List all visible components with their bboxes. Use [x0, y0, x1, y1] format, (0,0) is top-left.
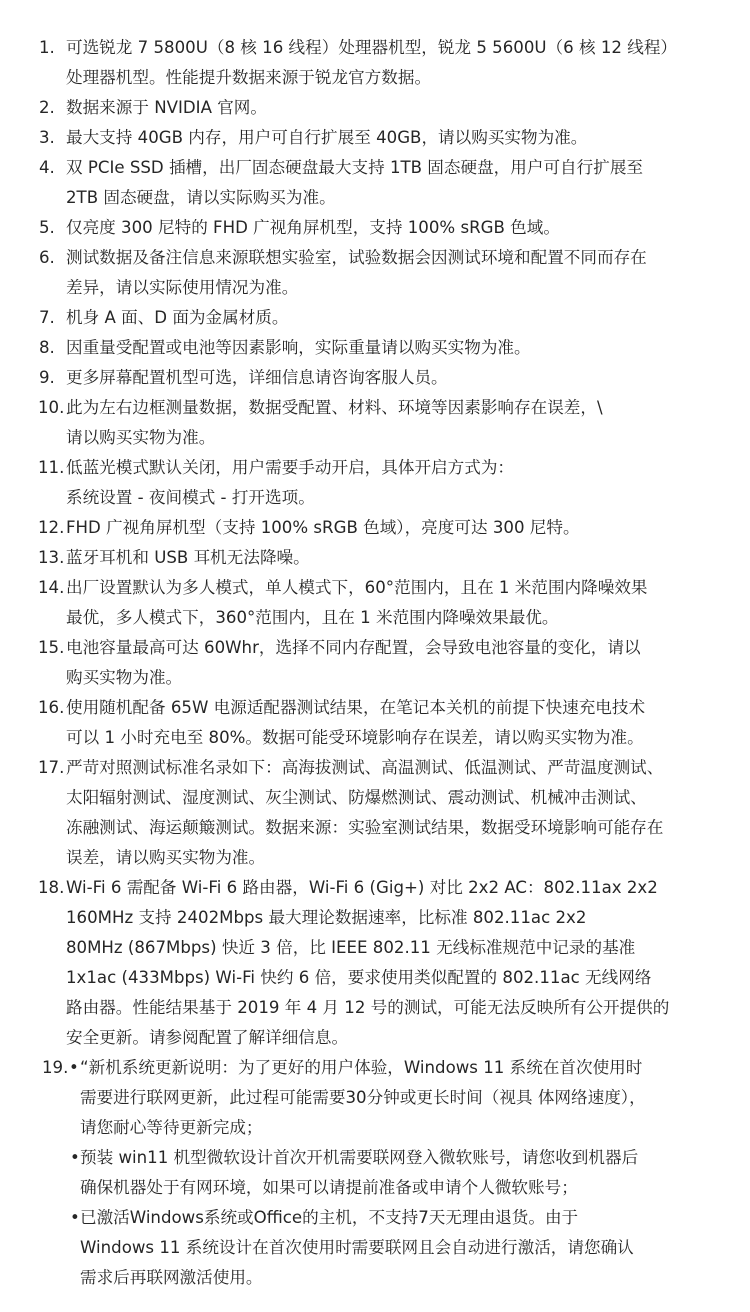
note-number: 2.: [39, 98, 55, 117]
note-line: 确保机器处于有网环境，如果可以请提前准备或申请个人微软账号；: [80, 1178, 578, 1197]
note-line: 1x1ac (433Mbps) Wi-Fi 快约 6 倍，要求使用类似配置的 802.11ac 无线网络: [66, 968, 652, 987]
note-line: 预装 win11 机型微软设计首次开机需要联网登入微软账号，请您收到机器后: [80, 1148, 639, 1167]
note-16: [0, 693, 750, 753]
note-line: FHD 广视角屏机型（支持 100% sRGB 色域），亮度可达 300 尼特。: [66, 518, 580, 537]
note-number: 1.: [39, 38, 55, 57]
note-line: 双 PCIe SSD 插槽，出厂固态硬盘最大支持 1TB 固态硬盘，用户可自行扩展至: [66, 158, 644, 177]
note-number: 11.: [38, 458, 65, 477]
note-line: 最优，多人模式下，360°范围内，且在 1 米范围内降噪效果最优。: [66, 608, 559, 627]
note-line: 处理器机型。性能提升数据来源于锐龙官方数据。: [66, 68, 432, 87]
note-line: 购买实物为准。: [66, 668, 183, 687]
note-line: 测试数据及备注信息来源联想实验室，试验数据会因测试环境和配置不同而存在: [66, 248, 647, 267]
note-number: 4.: [39, 158, 55, 177]
note-number: 10.: [38, 398, 65, 417]
note-line: 安全更新。请参阅配置了解详细信息。: [66, 1028, 349, 1047]
note-6: [0, 243, 750, 303]
note-line: 低蓝光模式默认关闭，用户需要手动开启，具体开启方式为：: [66, 458, 515, 477]
note-line: 差异，请以实际使用情况为准。: [66, 278, 299, 297]
bullet-dot: •: [70, 1148, 80, 1167]
note-line: “新机系统更新说明：为了更好的用户体验，Windows 11 系统在首次使用时: [80, 1058, 643, 1077]
note-line: 严苛对照测试标准名录如下：高海拔测试、高温测试、低温测试、严苛温度测试、: [66, 758, 664, 777]
note-line: 可选锐龙 7 5800U（8 核 16 线程）处理器机型，锐龙 5 5600U（6 核 12 线程）: [66, 38, 678, 57]
note-number: 15.: [38, 638, 65, 657]
note-5: [0, 213, 750, 243]
note-7: [0, 303, 750, 333]
note-line: 因重量受配置或电池等因素影响，实际重量请以购买实物为准。: [66, 338, 531, 357]
note-14: [0, 573, 750, 633]
note-line: 请您耐心等待更新完成；: [80, 1118, 263, 1137]
note-line: 可以 1 小时充电至 80%。数据可能受环境影响存在误差，请以购买实物为准。: [66, 728, 644, 747]
note-11: [0, 453, 750, 513]
note-13: [0, 543, 750, 573]
note-line: 最大支持 40GB 内存，用户可自行扩展至 40GB，请以购买实物为准。: [66, 128, 588, 147]
note-19-bullet: [0, 1203, 750, 1293]
note-line: 电池容量最高可达 60Whr，选择不同内存配置，会导致电池容量的变化，请以: [66, 638, 641, 657]
note-9: [0, 363, 750, 393]
note-line: 路由器。性能结果基于 2019 年 4 月 12 号的测试，可能无法反映所有公开提供的: [66, 998, 670, 1017]
note-number: 9.: [39, 368, 55, 387]
note-line: 太阳辐射测试、湿度测试、灰尘测试、防爆燃测试、震动测试、机械冲击测试、: [66, 788, 647, 807]
note-number: 19.: [42, 1058, 69, 1077]
note-line: 冻融测试、海运颠簸测试。数据来源：实验室测试结果，数据受环境影响可能存在: [66, 818, 664, 837]
note-line: 系统设置 - 夜间模式 - 打开选项。: [66, 488, 315, 507]
note-12: [0, 513, 750, 543]
note-line: 仅亮度 300 尼特的 FHD 广视角屏机型，支持 100% sRGB 色域。: [66, 218, 560, 237]
note-number: 7.: [39, 308, 55, 327]
note-number: 12.: [38, 518, 65, 537]
note-10: [0, 393, 750, 453]
note-line: 数据来源于 NVIDIA 官网。: [66, 98, 267, 117]
note-number: 5.: [39, 218, 55, 237]
note-number: 8.: [39, 338, 55, 357]
note-1: [0, 33, 750, 93]
note-line: 机身 A 面、D 面为金属材质。: [66, 308, 289, 327]
note-line: Windows 11 系统设计在首次使用时需要联网且会自动进行激活，请您确认: [80, 1238, 634, 1257]
note-line: 需要进行联网更新，此过程可能需要30分钟或更长时间（视具 体网络速度），: [80, 1088, 646, 1107]
bullet-dot: •: [69, 1058, 79, 1077]
note-line: 2TB 固态硬盘，请以实际购买为准。: [66, 188, 336, 207]
bullet-dot: •: [70, 1208, 80, 1227]
note-19-bullet: [0, 1143, 750, 1203]
note-line: 160MHz 支持 2402Mbps 最大理论数据速率，比标准 802.11ac 2x2: [66, 908, 587, 927]
note-number: 13.: [38, 548, 65, 567]
note-line: 更多屏幕配置机型可选，详细信息请咨询客服人员。: [66, 368, 448, 387]
note-line: Wi-Fi 6 需配备 Wi-Fi 6 路由器，Wi-Fi 6 (Gig+) 对比 2x2 AC：802.11ax 2x2: [66, 878, 658, 897]
note-line: 需求后再联网激活使用。: [80, 1268, 263, 1287]
footnotes-list: [0, 33, 750, 1293]
note-line: 请以购买实物为准。: [66, 428, 216, 447]
note-line: 出厂设置默认为多人模式，单人模式下，60°范围内，且在 1 米范围内降噪效果: [66, 578, 648, 597]
note-line: 80MHz (867Mbps) 快近 3 倍，比 IEEE 802.11 无线标准规范中记录的基准: [66, 938, 636, 957]
note-line: 误差，请以购买实物为准。: [66, 848, 266, 867]
note-19-bullet: [0, 1053, 750, 1143]
note-line: 已激活Windows系统或Office的主机，不支持7天无理由退货。由于: [80, 1208, 579, 1227]
note-number: 3.: [39, 128, 55, 147]
note-4: [0, 153, 750, 213]
note-15: [0, 633, 750, 693]
note-line: 使用随机配备 65W 电源适配器测试结果，在笔记本关机的前提下快速充电技术: [66, 698, 646, 717]
note-line: 蓝牙耳机和 USB 耳机无法降噪。: [66, 548, 310, 567]
note-number: 6.: [39, 248, 55, 267]
note-17: [0, 753, 750, 873]
note-3: [0, 123, 750, 153]
note-2: [0, 93, 750, 123]
note-line: 此为左右边框测量数据，数据受配置、材料、环境等因素影响存在误差，\: [66, 398, 603, 417]
note-number: 17.: [38, 758, 65, 777]
note-18: [0, 873, 750, 1053]
note-8: [0, 333, 750, 363]
note-number: 16.: [38, 698, 65, 717]
note-19: [0, 1053, 750, 1293]
note-number: 14.: [38, 578, 65, 597]
note-number: 18.: [38, 878, 65, 897]
